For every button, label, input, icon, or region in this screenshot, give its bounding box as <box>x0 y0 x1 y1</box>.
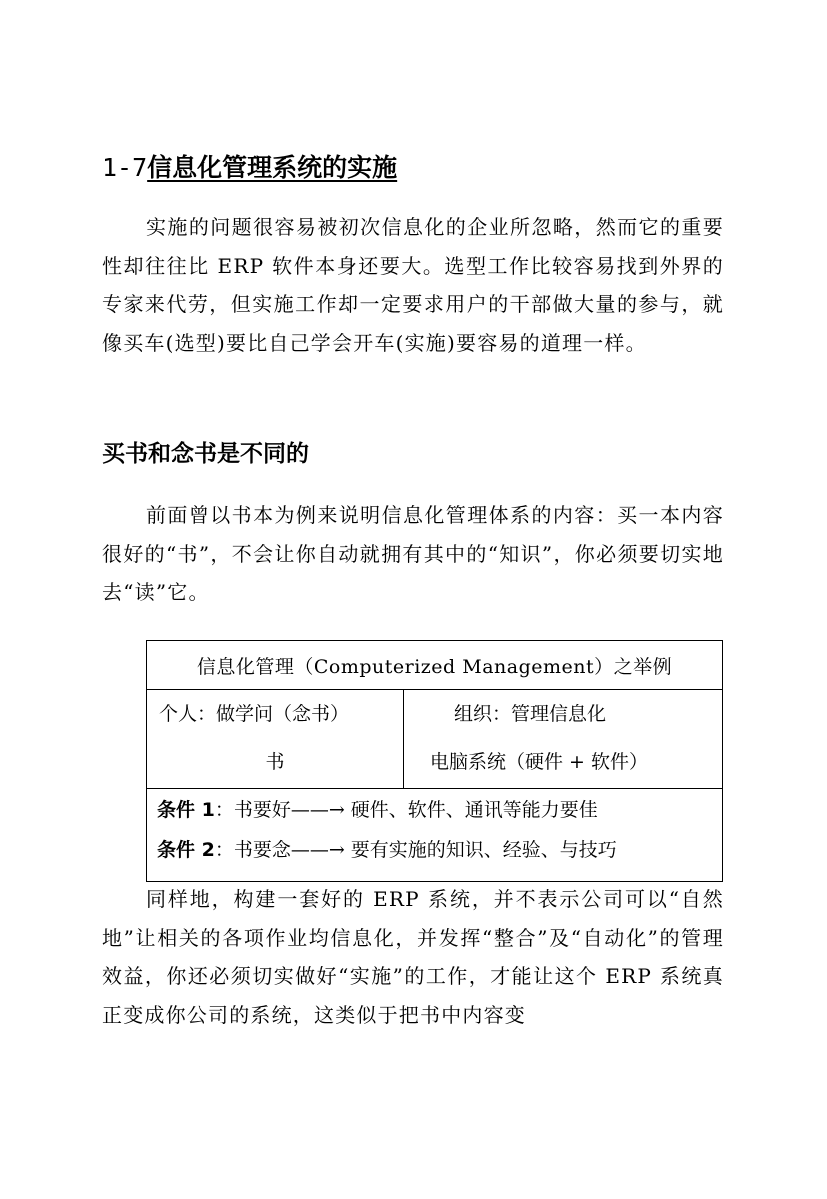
condition-2 <box>157 829 722 869</box>
paragraph-erp-implementation: 同样地，构建一套好的 ERP 系统，并不表示公司可以“自然地”让相关的各项作业均信息化，并发挥“整合”及“自动化”的管理效益，你还必须切实做好“实施”的工作，才能让这个 ERP 系统真正变成你公司的系统，这类似于把书中内容变 <box>102 887 724 1027</box>
personal-book: 书 <box>265 751 285 773</box>
section-heading <box>102 148 397 188</box>
section-number: 1-7 <box>102 153 148 182</box>
paragraph-book-analogy: 前面曾以书本为例来说明信息化管理体系的内容：买一本内容很好的“书”，不会让你自动就拥有其中的“知识”，你必须要切实地去“读”它。 <box>102 503 724 604</box>
subsection-heading: 买书和念书是不同的 <box>102 441 309 467</box>
table-cell-personal <box>147 690 404 789</box>
table-cell-organization <box>404 690 723 789</box>
condition-1-text: ：书要好——→ 硬件、软件、通讯等能力要佳 <box>214 799 598 821</box>
organization-system: 电脑系统（硬件 + 软件） <box>430 751 648 773</box>
condition-2-text: ：书要念——→ 要有实施的知识、经验、与技巧 <box>214 839 617 861</box>
personal-line: 个人：做学问（念书） <box>159 703 350 725</box>
table-caption: 信息化管理（Computerized Management）之举例 <box>147 641 723 690</box>
condition-2-label: 条件 2 <box>157 839 215 861</box>
section-title: 信息化管理系统的实施 <box>147 153 398 182</box>
condition-1 <box>157 789 722 829</box>
example-table <box>146 640 723 882</box>
condition-1-label: 条件 1 <box>157 799 215 821</box>
paragraph-implementation: 实施的问题很容易被初次信息化的企业所忽略，然而它的重要性却往往比 ERP 软件本身还要大。选型工作比较容易找到外界的专家来代劳，但实施工作却一定要求用户的干部做大量的参与，就像买车(选型)要比自己学会开车(实施)要容易的道理一样。 <box>102 215 724 355</box>
organization-line: 组织：管理信息化 <box>454 703 607 725</box>
table-conditions <box>147 789 723 882</box>
